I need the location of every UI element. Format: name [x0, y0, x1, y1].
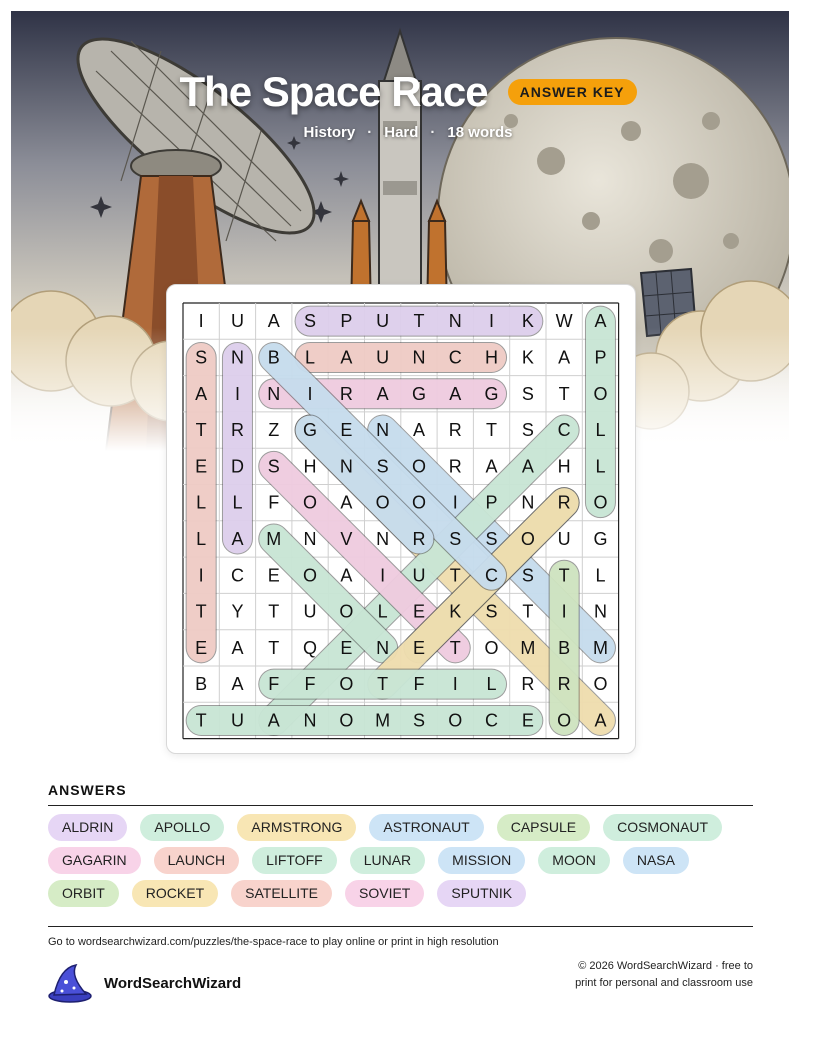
- answer-chip: LAUNCH: [154, 847, 240, 874]
- grid-cell: L: [232, 492, 243, 513]
- grid-cell: L: [196, 492, 207, 513]
- answer-chip: SPUTNIK: [437, 880, 526, 907]
- grid-cell: O: [448, 710, 463, 731]
- grid-cell: I: [198, 565, 204, 586]
- grid-cell: O: [411, 492, 426, 513]
- grid-cell: R: [339, 383, 353, 404]
- grid-cell: W: [555, 311, 573, 332]
- answer-chip: COSMONAUT: [603, 814, 722, 841]
- grid-cell: O: [593, 492, 608, 513]
- grid-cell: A: [558, 347, 571, 368]
- grid-cell: S: [376, 456, 389, 477]
- grid-cell: M: [592, 637, 608, 658]
- puzzle-grid-card: [166, 284, 636, 754]
- answer-chip: APOLLO: [140, 814, 224, 841]
- title-block: [0, 68, 816, 141]
- grid-cell: C: [485, 710, 499, 731]
- grid-cell: L: [595, 420, 606, 441]
- grid-cell: N: [521, 492, 535, 513]
- grid-cell: A: [376, 383, 389, 404]
- grid-cell: I: [198, 311, 204, 332]
- grid-cell: G: [411, 383, 426, 404]
- grid-cell: S: [521, 420, 534, 441]
- grid-cell: S: [485, 601, 498, 622]
- grid-cell: E: [521, 710, 534, 731]
- answer-chip: ARMSTRONG: [237, 814, 356, 841]
- grid-cell: O: [520, 528, 535, 549]
- grid-cell: U: [376, 311, 390, 332]
- grid-cell: E: [267, 565, 280, 586]
- grid-cell: A: [594, 311, 607, 332]
- grid-cell: A: [521, 456, 534, 477]
- grid-cell: A: [267, 311, 280, 332]
- grid-cell: A: [267, 710, 280, 731]
- grid-cell: G: [593, 528, 608, 549]
- grid-cell: C: [485, 565, 499, 586]
- grid-cell: Y: [231, 601, 244, 622]
- grid-cell: P: [594, 347, 607, 368]
- grid-cell: T: [449, 565, 461, 586]
- grid-cell: T: [486, 420, 498, 441]
- grid-cell: I: [307, 383, 313, 404]
- grid-cell: T: [195, 420, 207, 441]
- grid-cell: S: [521, 565, 534, 586]
- grid-cell: E: [195, 637, 208, 658]
- grid-cell: O: [557, 710, 572, 731]
- separator-dot: ·: [367, 124, 373, 141]
- grid-cell: O: [339, 674, 354, 695]
- grid-cell: S: [304, 311, 317, 332]
- grid-cell: K: [521, 311, 534, 332]
- grid-cell: S: [412, 710, 425, 731]
- grid-cell: T: [268, 601, 280, 622]
- grid-cell: U: [230, 710, 244, 731]
- wizard-hat-icon: [46, 962, 92, 1004]
- grid-cell: Z: [268, 420, 280, 441]
- grid-cell: A: [412, 420, 425, 441]
- grid-cell: B: [195, 674, 208, 695]
- grid-cell: P: [485, 492, 498, 513]
- grid-cell: A: [231, 637, 244, 658]
- grid-cell: A: [485, 456, 498, 477]
- brand-name: WordSearchWizard: [104, 974, 242, 992]
- grid-cell: F: [268, 674, 280, 695]
- grid-cell: S: [485, 528, 498, 549]
- grid-cell: K: [521, 347, 534, 368]
- answer-chip: NASA: [623, 847, 689, 874]
- grid-cell: T: [377, 674, 389, 695]
- grid-cell: I: [380, 565, 386, 586]
- grid-cell: A: [340, 565, 353, 586]
- grid-cell: L: [595, 456, 606, 477]
- grid-cell: E: [412, 601, 425, 622]
- grid-cell: M: [520, 637, 536, 658]
- grid-cell: A: [231, 528, 244, 549]
- grid-cell: S: [195, 347, 208, 368]
- grid-cell: N: [230, 347, 244, 368]
- grid-cell: I: [452, 674, 458, 695]
- grid-cell: I: [489, 311, 495, 332]
- grid-cell: S: [449, 528, 462, 549]
- grid-cell: R: [230, 420, 244, 441]
- grid-cell: L: [377, 601, 388, 622]
- grid-cell: H: [485, 347, 499, 368]
- grid-cell: A: [231, 674, 244, 695]
- grid-cell: E: [340, 637, 353, 658]
- grid-cell: I: [561, 601, 567, 622]
- grid-cell: L: [305, 347, 316, 368]
- grid-cell: F: [304, 674, 316, 695]
- grid-cell: G: [303, 420, 318, 441]
- grid-cell: A: [195, 383, 208, 404]
- grid-cell: T: [413, 311, 425, 332]
- grid-cell: O: [411, 456, 426, 477]
- answer-chip: ASTRONAUT: [369, 814, 483, 841]
- grid-cell: B: [558, 637, 571, 658]
- grid-cell: M: [266, 528, 282, 549]
- puzzle-grid: [167, 285, 635, 753]
- grid-cell: U: [303, 601, 317, 622]
- grid-cell: T: [558, 383, 570, 404]
- difficulty-label: Hard: [384, 124, 419, 141]
- puzzle-meta: [0, 124, 816, 141]
- separator-dot: ·: [430, 124, 436, 141]
- grid-cell: N: [376, 637, 390, 658]
- grid-cell: T: [449, 637, 461, 658]
- grid-cell: F: [413, 674, 425, 695]
- answers-heading: ANSWERS: [48, 782, 127, 798]
- grid-cell: R: [448, 456, 462, 477]
- grid-cell: C: [557, 420, 571, 441]
- grid-cell: V: [340, 528, 353, 549]
- grid-cell: C: [230, 565, 244, 586]
- grid-cell: N: [339, 456, 353, 477]
- grid-cell: N: [593, 601, 607, 622]
- grid-cell: O: [303, 565, 318, 586]
- grid-cell: D: [230, 456, 244, 477]
- grid-cell: R: [557, 674, 571, 695]
- answer-list: [48, 814, 768, 907]
- grid-cell: E: [412, 637, 425, 658]
- brand-logo: [46, 962, 241, 1004]
- grid-cell: O: [593, 674, 608, 695]
- grid-cell: H: [303, 456, 317, 477]
- grid-cell: F: [268, 492, 280, 513]
- grid-cell: T: [268, 637, 280, 658]
- divider: [48, 805, 753, 806]
- answer-chip: MOON: [538, 847, 610, 874]
- grid-cell: O: [339, 710, 354, 731]
- grid-cell: T: [522, 601, 534, 622]
- grid-cell: N: [376, 528, 390, 549]
- grid-cell: E: [195, 456, 208, 477]
- grid-cell: U: [230, 311, 244, 332]
- answer-chip: LIFTOFF: [252, 847, 337, 874]
- answer-chip: ALDRIN: [48, 814, 127, 841]
- answer-chip: ORBIT: [48, 880, 119, 907]
- grid-cell: Q: [303, 637, 318, 658]
- grid-cell: N: [303, 528, 317, 549]
- grid-cell: L: [595, 565, 606, 586]
- word-count-label: 18 words: [447, 124, 513, 141]
- grid-cell: O: [303, 492, 318, 513]
- grid-cell: E: [340, 420, 353, 441]
- answer-chip: LUNAR: [350, 847, 425, 874]
- answer-key-badge: ANSWER KEY: [508, 79, 637, 105]
- grid-cell: R: [448, 420, 462, 441]
- grid-cell: N: [412, 347, 426, 368]
- grid-cell: O: [593, 383, 608, 404]
- grid-cell: P: [340, 311, 353, 332]
- grid-cell: O: [339, 601, 354, 622]
- grid-cell: U: [376, 347, 390, 368]
- grid-cell: C: [448, 347, 462, 368]
- page-title: The Space Race: [179, 68, 488, 115]
- grid-cell: A: [340, 492, 353, 513]
- divider: [48, 926, 753, 927]
- grid-cell: L: [196, 528, 207, 549]
- answer-chip: ROCKET: [132, 880, 218, 907]
- grid-cell: I: [452, 492, 458, 513]
- grid-cell: O: [484, 637, 499, 658]
- answer-chip: SATELLITE: [231, 880, 332, 907]
- answer-chip: GAGARIN: [48, 847, 141, 874]
- grid-cell: M: [375, 710, 391, 731]
- grid-cell: U: [412, 565, 426, 586]
- grid-cell: N: [267, 383, 281, 404]
- grid-cell: A: [449, 383, 462, 404]
- grid-cell: T: [558, 565, 570, 586]
- footer-url-text: Go to wordsearchwizard.com/puzzles/the-space-race to play online or print in high resolution: [48, 936, 499, 948]
- grid-cell: S: [267, 456, 280, 477]
- copyright-text: © 2026 WordSearchWizard · free to print for personal and classroom use: [575, 960, 753, 989]
- answer-chip: CAPSULE: [497, 814, 590, 841]
- grid-cell: A: [594, 710, 607, 731]
- grid-cell: L: [486, 674, 497, 695]
- grid-cell: O: [375, 492, 390, 513]
- grid-cell: K: [449, 601, 462, 622]
- answer-chip: MISSION: [438, 847, 525, 874]
- grid-cell: N: [376, 420, 390, 441]
- grid-cell: N: [448, 311, 462, 332]
- grid-cell: T: [195, 601, 207, 622]
- grid-cell: U: [557, 528, 571, 549]
- answer-chip: SOVIET: [345, 880, 424, 907]
- grid-cell: R: [521, 674, 535, 695]
- grid-cell: I: [234, 383, 240, 404]
- grid-cell: A: [340, 347, 353, 368]
- category-label: History: [303, 124, 356, 141]
- grid-cell: H: [557, 456, 571, 477]
- grid-cell: B: [267, 347, 280, 368]
- grid-cell: G: [484, 383, 499, 404]
- grid-cell: R: [557, 492, 571, 513]
- grid-cell: R: [412, 528, 426, 549]
- grid-cell: S: [521, 383, 534, 404]
- grid-cell: N: [303, 710, 317, 731]
- grid-cell: T: [195, 710, 207, 731]
